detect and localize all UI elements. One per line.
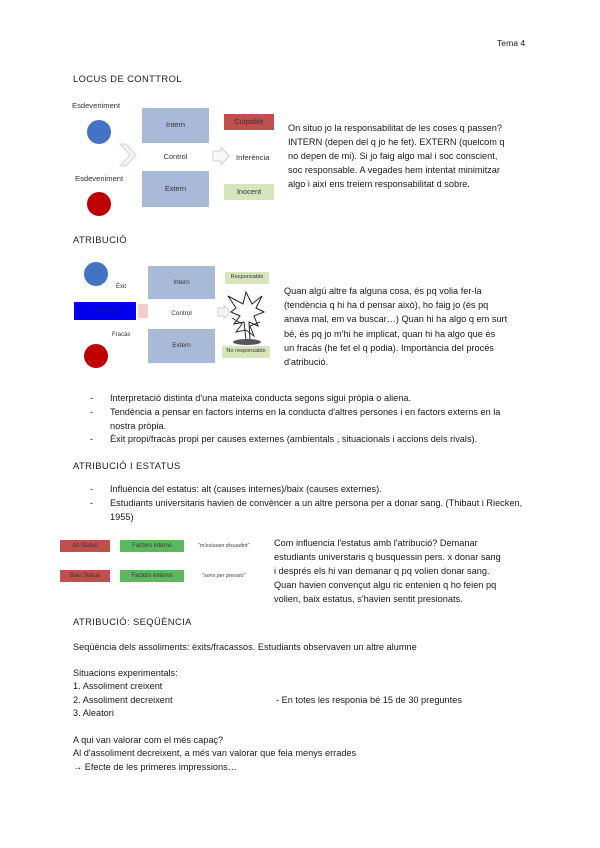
exit-blue-circle: [84, 262, 108, 286]
alt-status-tag: Alt Status: [60, 540, 110, 552]
situation-item: 1. Assoliment creixent: [73, 681, 163, 692]
sequencia-final: [73, 734, 356, 774]
situation-item: 2. Assoliment decreixent: [73, 694, 173, 705]
locus-diagram: [72, 98, 277, 218]
section-title-locus: LOCUS DE CONTTROL: [73, 73, 182, 84]
final-line: A qui van valorar com el més capaç?: [73, 735, 224, 745]
final-line: → Efecte de les primeres impressions…: [73, 761, 237, 772]
situations-block: [73, 667, 178, 721]
tree-illustration-icon: [222, 288, 268, 346]
factors-externs-tag: Factors externs: [120, 570, 184, 582]
arrow-right-icon: [212, 147, 230, 165]
bullet-item: - Tendència a pensar en factors interns en la conducta d'altres persones i en factors externs en la nostra pròpia.: [90, 406, 528, 434]
factors-interns-tag: Factors interns: [120, 540, 184, 552]
event-label-bottom: Esdeveniment: [75, 174, 124, 183]
estatus-text-line: volien, baix estatus, s'havien sentit presionats.: [274, 593, 463, 604]
intern-box: Intern: [148, 266, 215, 299]
intern-box: Intern: [142, 108, 209, 143]
arrow-chevrons: [118, 142, 140, 168]
atribucio-text-line: d'atribució.: [284, 356, 329, 367]
atribucio-text-line: Quan algú altre fa alguna cosa, és pq volia fer-la: [284, 286, 482, 296]
section-title-estatus: ATRIBUCIÓ I ESTATUS: [73, 460, 181, 471]
final-line: Al d'assoliment decreixent, a més van valorar que feia menys errades: [73, 748, 357, 759]
baix-status-tag: Baix Status: [60, 570, 110, 582]
atribucio-text-line: bé, és pq jo m'hi he implicat, quan hi ha algo que és: [284, 328, 496, 339]
atribucio-text-line: (tendència q hi ha d pensar això), ho faig jo (és pq: [284, 300, 489, 311]
fracas-red-circle: [84, 344, 108, 368]
section-title-sequencia: ATRIBUCIÓ: SEQÜÈNCIA: [73, 616, 192, 627]
atribucio-text-line: un fracàs (he fet el q podia). Importància del procés: [284, 342, 494, 353]
inocent-tag: Inocent: [224, 184, 274, 200]
estatus-text-line: Com influencia l'estatus amb l'atribució? Demanar: [274, 538, 478, 548]
estatus-text-line: i després els hi van demanar q pq volien donar sang.: [274, 565, 490, 576]
atribucio-text: [284, 284, 528, 369]
bullet-item: - Influència del estatus: alt (causes internes)/baix (causes externes).: [90, 483, 528, 497]
bullet-item: - Èxit propi/fracàs propi per causes externes (ambientals , situacionals i accions dels rivals).: [90, 433, 528, 447]
fracas-label: Fracàs: [112, 332, 131, 338]
section-title-atribucio: ATRIBUCIÓ: [73, 234, 127, 245]
locus-text: [288, 122, 528, 192]
estatus-text-line: Quan havien convençut algu ric entenien q ho feien pq: [274, 579, 497, 590]
extern-box: Extern: [148, 329, 215, 363]
bullet-item: - Interpretació distinta d'una mateixa conducta segons sigui pròpia o aliena.: [90, 392, 528, 406]
estatus-diagram: [60, 537, 270, 587]
culpable-tag: Culpable: [224, 114, 274, 130]
bullet-item: - Estudiants universitaris havien de convèncer a un altre persona per a donar sang. (Thibaut i Riecken, 1955): [90, 497, 528, 525]
event-red-circle: [87, 192, 111, 216]
event-blue-circle: [87, 120, 111, 144]
estatus-bullets: [90, 483, 528, 524]
exit-label: Èxit: [116, 284, 127, 290]
locus-text-line: no depen de mi). Si jo faig algo mal i soc conscient,: [288, 150, 498, 161]
extern-box: Extern: [142, 171, 209, 207]
control-box: Control: [148, 299, 215, 329]
inferencia-label: Inferència: [236, 153, 270, 162]
no-responsable-tag: No responsable: [222, 346, 270, 358]
situations-title: Situacions experimentals:: [73, 668, 178, 678]
locus-text-line: On situo jo la responsabilitat de les coses q passen?: [288, 123, 502, 133]
responsable-tag: Responsable: [225, 272, 269, 284]
situations-note: - En totes les responia bé 15 de 30 preguntes: [276, 695, 462, 705]
quote-pressio: "sens per pressió": [202, 573, 246, 579]
locus-text-line: INTERN (depen del q jo he fet). EXTERN (quelcom q: [288, 136, 505, 147]
page-header-tema: Tema 4: [497, 38, 526, 48]
sequencia-intro: Seqüència dels assoliments: èxits/fracassos. Estudiants observaven un altre alumne: [73, 642, 417, 652]
estatus-text: [274, 537, 528, 607]
atribucio-bullets: [90, 392, 528, 447]
conducta-box: Conducta: [74, 302, 136, 320]
control-box: Control: [142, 143, 209, 171]
locus-text-line: soc responsable. A vegades hem intentat minimitzar: [288, 164, 500, 175]
situation-item: 3. Aleatori: [73, 708, 114, 719]
locus-text-line: algo i així ens treiem responsabilitat d sobre.: [288, 178, 470, 189]
quote-disuadint: "m'estaven disuadint": [198, 543, 250, 549]
atribucio-text-line: anava mal, em va buscar…) Quan hi ha algo q em surt: [284, 314, 508, 325]
estatus-text-line: estudiants universtaris q busquessin pers. x donar sang: [274, 551, 501, 562]
event-label-top: Esdeveniment: [72, 101, 121, 110]
atribucio-diagram: [72, 258, 272, 370]
